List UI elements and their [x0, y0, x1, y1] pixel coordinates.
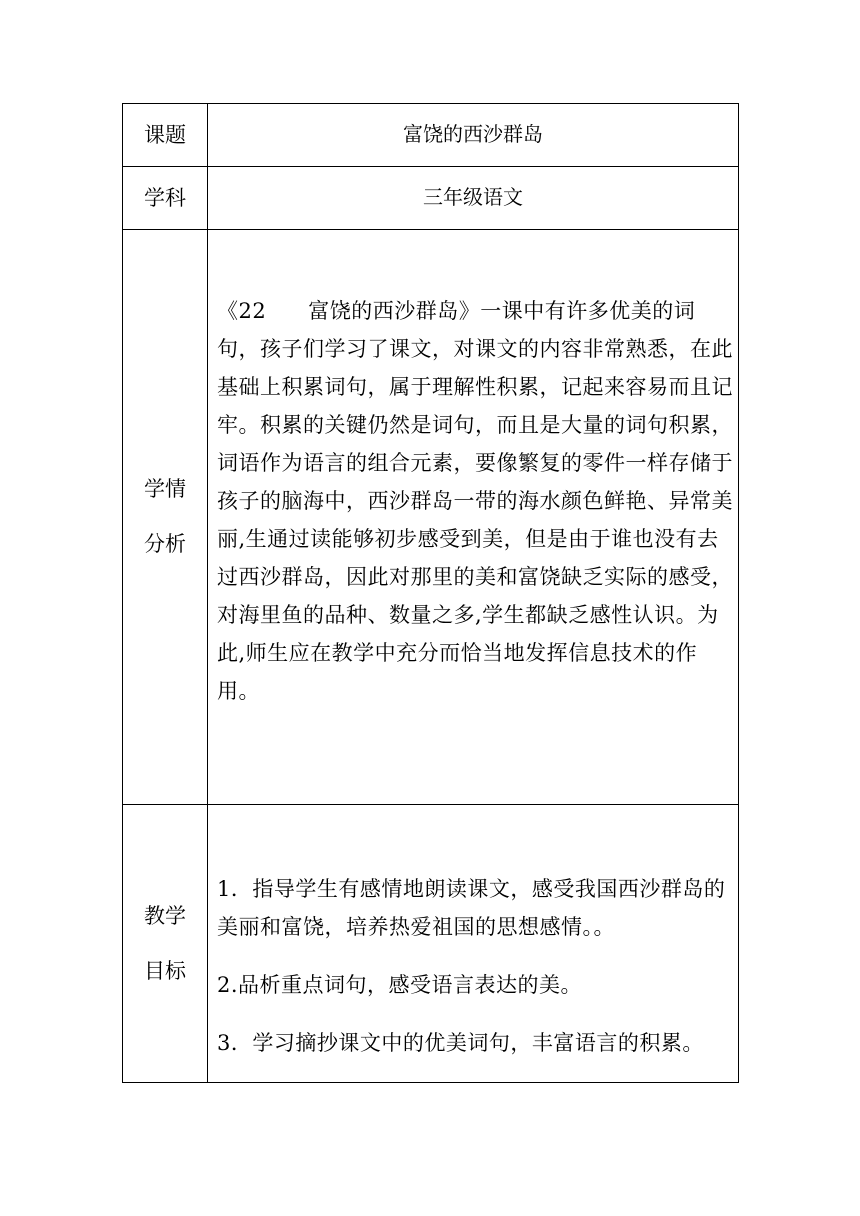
- analysis-label: [123, 230, 208, 805]
- goals-label-line2: 目标: [144, 958, 186, 983]
- goal-item-3: 3．学习摘抄课文中的优美词句，丰富语言的积累。: [217, 1031, 704, 1055]
- analysis-label-line2: 分析: [144, 532, 186, 556]
- title-label: 课题: [123, 104, 208, 167]
- goals-label: [123, 805, 208, 1083]
- analysis-body: 富饶的西沙群岛》一课中有许多优美的词句，孩子们学习了课文，对课文的内容非常熟悉，在此基础上积累词句，属于理解性积累，记起来容易而且记牢。积累的关键仍然是词句，而且是大量的词句积累，词语作为语言的组合元素，要像繁复的零件一样存储于孩子的脑海中，西沙群岛一带的海水颜色鲜艳、异常美丽,生通过读能够初步感受到美，但是由于谁也没有去过西沙群岛，因此对那里的美和富饶缺乏实际的感受，对海里鱼的品种、数量之多,学生都缺乏感性认识。为此,师生应在教学中充分而恰当地发挥信息技术的作用。: [217, 299, 733, 703]
- subject-row: [123, 167, 739, 230]
- goal-item-1: 1．指导学生有感情地朗读课文，感受我国西沙群岛的美丽和富饶，培养热爱祖国的思想感情。。: [217, 877, 726, 939]
- analysis-content: [208, 230, 739, 805]
- analysis-paragraph: [217, 230, 734, 710]
- goals-row: [123, 805, 739, 1083]
- analysis-prefix: 《22: [217, 299, 267, 323]
- goals-content: [208, 805, 739, 1083]
- subject-value: 三年级语文: [208, 167, 739, 230]
- title-value: 富饶的西沙群岛: [208, 104, 739, 167]
- goals-list: [217, 805, 734, 1062]
- analysis-label-line1: 学情: [144, 477, 186, 501]
- title-row: [123, 104, 739, 167]
- goal-item-2: 2.品析重点词句，感受语言表达的美。: [217, 973, 583, 997]
- goals-label-line1: 教学: [144, 903, 186, 928]
- subject-label: 学科: [123, 167, 208, 230]
- lesson-plan-table: [122, 103, 739, 1083]
- analysis-row: [123, 230, 739, 805]
